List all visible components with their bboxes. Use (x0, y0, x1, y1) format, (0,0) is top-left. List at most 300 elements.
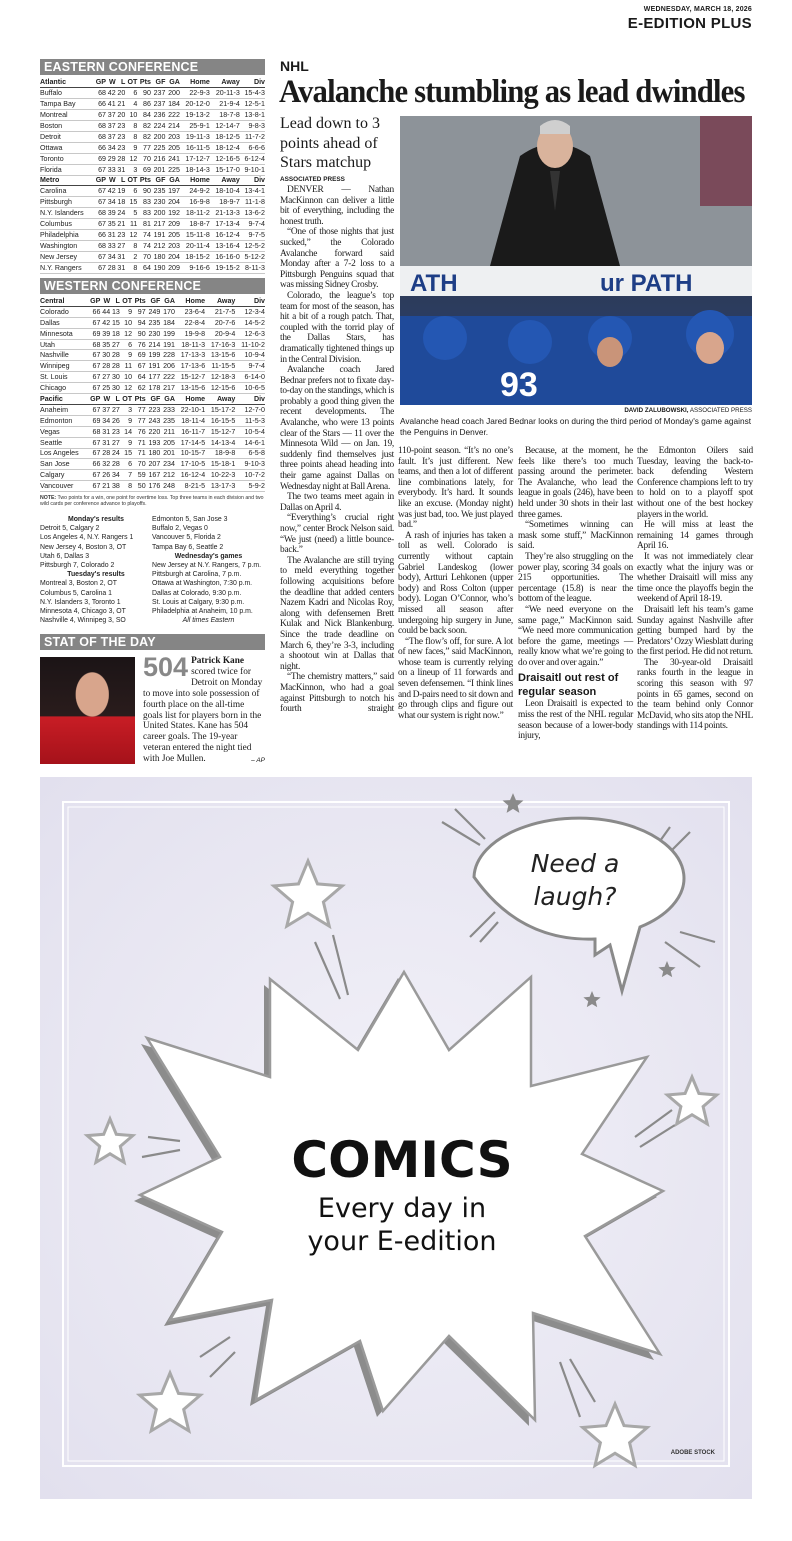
stat-cell: 236 (151, 110, 166, 121)
column-header: Away (210, 77, 240, 88)
stat-cell: 21-7-5 (205, 306, 235, 317)
column-header: GP (88, 296, 101, 307)
team-row (40, 131, 265, 142)
article-subhead: Draisaitl out rest of regular season (518, 672, 619, 699)
stat-cell: 10-5-4 (235, 426, 265, 437)
result-line: N.Y. Islanders 3, Toronto 1 (40, 598, 121, 606)
stat-cell: 2 (125, 251, 137, 262)
stat-cell: 66 (88, 306, 101, 317)
stat-cell: 228 (160, 350, 175, 361)
team-row (40, 306, 265, 317)
standings-note (40, 495, 265, 508)
team-row (40, 317, 265, 328)
star-icon (506, 797, 519, 810)
column-header: GA (160, 394, 175, 405)
stat-cell: 6 (125, 186, 137, 197)
stat-cell: 212 (160, 470, 175, 481)
stat-cell: 5 (125, 208, 137, 219)
result-line: New Jersey 4, Boston 3, OT (40, 543, 127, 551)
stat-cell: 225 (165, 164, 180, 175)
stat-cell: 16-12-4 (210, 229, 240, 240)
stat-cell: 9-16-6 (180, 262, 210, 273)
stat-cell: 67 (88, 470, 101, 481)
article-paragraph: The 30-year-old Draisaitl ranks fourth in the league in scoring this season with 97 points in 65 games, second on the team behind only Connor McDavid, who sits atop the NHL standings with 114 points. (637, 657, 753, 732)
column-header: L (110, 296, 120, 307)
stat-cell: 12-7-0 (235, 404, 265, 415)
stat-cell: 207 (146, 459, 161, 470)
stat-cell: 197 (165, 186, 180, 197)
stat-cell: 12 (120, 383, 132, 394)
result-line: Pittsburgh 7, Colorado 2 (40, 562, 115, 570)
column-header: GP (88, 394, 101, 405)
stat-cell: 24 (117, 209, 126, 218)
team-name: Chicago (40, 383, 88, 394)
stat-cell: 9-8-3 (240, 121, 265, 132)
column-header: GA (160, 296, 175, 307)
stat-cell: 16-9-8 (180, 197, 210, 208)
column-header: Home (180, 77, 210, 88)
team-row (40, 459, 265, 470)
column-header: Div (240, 175, 265, 186)
stat-cell: 8 (125, 121, 137, 132)
stat-cell: 50 (132, 481, 146, 492)
result-line: Philadelphia at Anaheim, 10 p.m. (152, 608, 253, 616)
column-header: GA (165, 77, 180, 88)
stat-cell: 34 (111, 471, 120, 480)
stat-cell: 191 (146, 361, 161, 372)
stat-cell: 33 (107, 165, 116, 174)
stat-cell: 9-7-4 (235, 361, 265, 372)
division-header-row (40, 394, 265, 405)
photo-caption: Avalanche head coach Jared Bednar looks on during the third period of Monday's game against the Penguins in Denver. (400, 416, 752, 437)
stat-cell: 67 (93, 186, 106, 197)
stat-cell: 177 (146, 372, 161, 383)
stat-cell: 14 (120, 426, 132, 437)
result-line: Utah 6, Dallas 3 (40, 552, 90, 560)
stat-cell: 67 (132, 361, 146, 372)
result-line: Columbus 5, Carolina 1 (40, 589, 113, 597)
stat-cell: 223 (146, 404, 161, 415)
team-row (40, 110, 265, 121)
team-name: N.Y. Islanders (40, 208, 93, 219)
stat-cell: 248 (160, 481, 175, 492)
result-line: New Jersey at N.Y. Rangers, 7 p.m. (152, 562, 262, 570)
stat-cell: 20-9-4 (205, 328, 235, 339)
stat-cell: 67 (88, 350, 101, 361)
stat-cell: 30 (111, 384, 120, 393)
column-header: L (116, 77, 126, 88)
article-paragraph: Leon Draisaitl is expected to miss the rest of the NHL regular season because of a lower-body injury, (518, 699, 633, 742)
article-paragraph: They’re also struggling on the power play, scoring 34 goals on 215 opportunities. The percentage (15.8) is near the bottom of the league. (518, 551, 633, 605)
stat-cell: 203 (165, 240, 180, 251)
stat-cell: 199 (160, 328, 175, 339)
stat-cell: 209 (165, 219, 180, 230)
team-name: Nashville (40, 350, 88, 361)
stat-cell: 62 (132, 383, 146, 394)
stat-cell: 13-16-4 (210, 240, 240, 251)
column-header: GF (146, 394, 161, 405)
stat-cell: 14-13-4 (205, 437, 235, 448)
stat-cell: 6 (125, 88, 137, 99)
svg-text:ur PATH: ur PATH (600, 270, 693, 297)
stat-cell: 15-12-7 (175, 372, 205, 383)
article-paragraph: The two teams meet again in Dallas on April 4. (280, 492, 394, 513)
column-header: OT (125, 77, 137, 88)
stat-cell: 21 (117, 100, 126, 109)
stat-cell: 77 (137, 142, 151, 153)
column-header: Pts (137, 175, 151, 186)
stat-cell: 180 (151, 251, 166, 262)
stat-cell: 205 (165, 229, 180, 240)
stat-source: – AP (251, 757, 265, 765)
team-row (40, 240, 265, 251)
stat-cell: 76 (132, 339, 146, 350)
stat-cell: 18-7-8 (210, 110, 240, 121)
coach-bench-illustration (400, 116, 752, 405)
stat-cell: 31 (117, 263, 126, 272)
column-header: GA (165, 175, 180, 186)
article-column-2 (398, 446, 513, 721)
stat-cell: 11-15-5 (205, 361, 235, 372)
stat-cell: 31 (102, 427, 111, 436)
ad-credit: ADOBE STOCK (670, 1450, 715, 1456)
stat-cell: 34 (107, 143, 116, 152)
stat-cell: 28 (102, 362, 111, 371)
stat-cell: 22-10-1 (175, 404, 205, 415)
result-line: Edmonton 5, San Jose 3 (152, 516, 228, 523)
stat-cell: 20-12-0 (180, 99, 210, 110)
stat-cell: 180 (146, 448, 161, 459)
stat-number: 504 (143, 652, 189, 682)
stat-cell: 69 (132, 350, 146, 361)
column-header: Div (240, 77, 265, 88)
result-line: Minnesota 4, Chicago 3, OT (40, 608, 126, 616)
team-row (40, 470, 265, 481)
stat-cell: 201 (160, 448, 175, 459)
stat-cell: 39 (102, 329, 111, 338)
stat-cell: 3 (120, 404, 132, 415)
stat-cell: 6 (120, 339, 132, 350)
column-header: Atlantic (40, 77, 93, 88)
stat-cell: 13-15-6 (175, 383, 205, 394)
stat-cell: 15-12-7 (205, 426, 235, 437)
stat-cell: 12-5-1 (240, 99, 265, 110)
stat-cell: 37 (107, 122, 116, 130)
team-row (40, 383, 265, 394)
note-label: NOTE: (40, 495, 57, 502)
stat-cell: 67 (88, 437, 101, 448)
stat-cell: 19-13-2 (180, 110, 210, 121)
stat-cell: 28 (102, 449, 111, 458)
stat-cell: 178 (146, 383, 161, 394)
stat-cell: 217 (151, 219, 166, 230)
stat-cell: 200 (151, 208, 166, 219)
deck: Lead down to 3 points ahead of Stars matchup (280, 115, 380, 171)
stat-cell: 9 (120, 306, 132, 317)
result-line: All times Eastern (182, 617, 235, 625)
stat-cell: 37 (107, 111, 116, 120)
stat-cell: 16-16-0 (210, 251, 240, 262)
stat-cell: 23 (117, 230, 126, 239)
stat-cell: 12 (125, 153, 137, 164)
stat-cell: 22-9-3 (180, 88, 210, 99)
stat-cell: 224 (151, 121, 166, 132)
stat-cell: 86 (137, 99, 151, 110)
stat-cell: 68 (88, 339, 101, 350)
stat-cell: 5-12-2 (240, 251, 265, 262)
stat-cell: 83 (137, 208, 151, 219)
stat-cell: 64 (137, 262, 151, 273)
stat-cell: 82 (137, 121, 151, 132)
stat-cell: 17-16-3 (205, 339, 235, 350)
stat-cell: 3 (125, 164, 137, 175)
stat-cell: 204 (165, 197, 180, 208)
team-name: Ottawa (40, 142, 93, 153)
stat-cell: 21-9-4 (210, 99, 240, 110)
stat-cell: 6-14-0 (235, 372, 265, 383)
team-row (40, 121, 265, 132)
stat-cell: 69 (88, 415, 101, 426)
stat-player: Patrick Kane (191, 656, 244, 666)
stat-cell: 30 (111, 373, 120, 382)
stat-cell: 243 (146, 415, 161, 426)
stat-cell: 83 (137, 197, 151, 208)
stat-cell: 27 (111, 340, 120, 349)
stat-cell: 67 (93, 110, 106, 121)
svg-text:ATH: ATH (410, 270, 458, 297)
stat-of-day-header: STAT OF THE DAY (40, 634, 265, 650)
column-header: Home (180, 175, 210, 186)
stat-cell: 90 (132, 328, 146, 339)
stat-cell: 13-17-3 (205, 481, 235, 492)
stat-cell: 20 (117, 111, 126, 120)
stat-cell: 217 (160, 383, 175, 394)
team-name: Pittsburgh (40, 197, 93, 208)
stat-cell: 6-6-6 (240, 142, 265, 153)
stat-cell: 18 (111, 329, 120, 338)
column-header: OT (120, 394, 132, 405)
stat-cell: 64 (132, 372, 146, 383)
stat-cell: 20-11-4 (180, 240, 210, 251)
comics-ad[interactable] (40, 777, 752, 1499)
stat-cell: 67 (88, 317, 101, 328)
stat-cell: 27 (111, 405, 120, 414)
stat-cell: 26 (102, 471, 111, 480)
stat-cell: 71 (132, 437, 146, 448)
stat-cell: 8-11-3 (240, 262, 265, 273)
stat-cell: 222 (165, 110, 180, 121)
stat-cell: 90 (137, 186, 151, 197)
stat-cell: 31 (117, 165, 126, 174)
article-paragraph: “Sometimes winning can mask some stuff,” MacKinnon said. (518, 520, 633, 552)
stat-cell: 26 (111, 416, 120, 425)
article-paragraph: 110-point season. “It’s no one’s fault. It’s just different. New teams, and then a lot of different line combinations lately, for everybody. It’s hard. It sounds like an excuse. (Monday night) was just bad, too. We just played bad.” (398, 446, 513, 531)
bubble-line-2: laugh? (533, 882, 617, 911)
stat-cell: 28 (107, 263, 116, 272)
stat-cell: 12-14-7 (210, 121, 240, 132)
stat-cell: 203 (165, 131, 180, 142)
stat-cell: 28 (111, 460, 120, 469)
team-row (40, 219, 265, 230)
team-name: St. Louis (40, 372, 88, 383)
team-name: Philadelphia (40, 229, 93, 240)
star-icon (667, 1077, 716, 1124)
bubble-line-1: Need a (530, 849, 620, 878)
team-row (40, 328, 265, 339)
column-header: GP (93, 175, 106, 186)
stat-cell: 33 (107, 241, 116, 250)
photo-credit: DAVID ZALUBOWSKI, ASSOCIATED PRESS (624, 407, 752, 414)
star-icon (87, 1119, 133, 1162)
stat-cell: 18-11-2 (180, 208, 210, 219)
stat-cell: 15-4-3 (240, 88, 265, 99)
team-row (40, 229, 265, 240)
stat-cell: 20-11-3 (210, 88, 240, 99)
stat-cell: 68 (93, 208, 106, 219)
team-row (40, 142, 265, 153)
column-header: W (100, 296, 110, 307)
team-row (40, 262, 265, 273)
stat-cell: 19-15-2 (210, 262, 240, 273)
stat-cell: 82 (137, 131, 151, 142)
stat-cell: 18-10-4 (210, 186, 240, 197)
stat-cell: 31 (117, 252, 126, 261)
stat-cell: 9 (125, 142, 137, 153)
result-line: Montreal 3, Boston 2, OT (40, 580, 117, 588)
stat-cell: 35 (107, 220, 116, 229)
stat-cell: 230 (151, 197, 166, 208)
stat-cell: 24 (111, 449, 120, 458)
result-line: Tampa Bay 6, Seattle 2 (152, 543, 224, 551)
stat-cell: 13 (111, 307, 120, 316)
stat-cell: 190 (151, 262, 166, 273)
article-paragraph: Because, at the moment, he feels like there’s too much passing around the perimeter. The Avalanche, who lead the league in goals (246), have been held under 30 shots in their last three games. (518, 446, 633, 520)
stat-cell: 23 (111, 427, 120, 436)
standings-table (40, 296, 265, 493)
stat-cell: 11 (125, 219, 137, 230)
team-row (40, 164, 265, 175)
column-header: GP (93, 77, 106, 88)
note-text: Two points for a win, one point for overtime loss. Top three teams in each division and two wild cards per conference advance to playoffs. (40, 495, 264, 508)
stat-cell: 8 (125, 240, 137, 251)
team-row (40, 339, 265, 350)
stat-cell: 205 (160, 437, 175, 448)
stat-cell: 225 (151, 142, 166, 153)
column-header: Div (235, 394, 265, 405)
stat-cell: 68 (93, 121, 106, 132)
stat-cell: 12-16-5 (210, 153, 240, 164)
stat-cell: 15-17-0 (210, 164, 240, 175)
stat-cell: 39 (107, 209, 116, 218)
stat-cell: 192 (165, 208, 180, 219)
result-line: Pittsburgh at Carolina, 7 p.m. (152, 571, 242, 579)
stat-cell: 68 (93, 88, 106, 99)
result-line: St. Louis at Calgary, 9:30 p.m. (152, 598, 245, 606)
stat-cell: 23 (117, 122, 126, 130)
stat-cell: 204 (165, 251, 180, 262)
stat-text (143, 652, 265, 767)
column-header: Home (175, 296, 205, 307)
team-name: Calgary (40, 470, 88, 481)
stat-cell: 22-8-4 (175, 317, 205, 328)
column-header: Pacific (40, 394, 88, 405)
headline: Avalanche stumbling as lead dwindles (279, 74, 745, 110)
stat-cell: 23 (117, 143, 126, 152)
stat-cell: 42 (107, 89, 116, 98)
stat-cell: 15 (120, 448, 132, 459)
ad-line-1: Every day in (317, 1193, 487, 1224)
stat-cell: 193 (146, 437, 161, 448)
stat-cell: 18-12-5 (210, 131, 240, 142)
stat-cell: 14-6-1 (235, 437, 265, 448)
stat-cell: 16-11-7 (175, 426, 205, 437)
stat-cell: 66 (88, 459, 101, 470)
stat-cell: 37 (102, 405, 111, 414)
ad-line-2: your E-edition (307, 1226, 497, 1257)
team-name: Buffalo (40, 88, 93, 99)
stat-cell: 18-8-7 (180, 219, 210, 230)
stat-cell: 34 (107, 198, 116, 207)
column-header: L (110, 394, 120, 405)
stat-cell: 18-9-7 (210, 197, 240, 208)
stat-cell: 15-17-2 (205, 404, 235, 415)
stat-cell: 17-14-5 (175, 437, 205, 448)
stat-cell: 67 (88, 383, 101, 394)
stat-cell: 20 (117, 89, 126, 98)
result-line: Los Angeles 4, N.Y. Rangers 1 (40, 534, 134, 542)
stat-cell: 29 (107, 154, 116, 163)
stat-cell: 220 (146, 426, 161, 437)
team-row (40, 372, 265, 383)
patrick-kane-photo (40, 657, 135, 764)
article-paragraph: Draisaitl left his team’s game Sunday against Nashville after getting bumped hard by the Predators’ Ozzy Wiesblatt during the first period. He did not return. (637, 604, 753, 658)
stat-cell: 15 (125, 197, 137, 208)
stat-cell: 6-5-8 (235, 448, 265, 459)
column-header: Central (40, 296, 88, 307)
stat-cell: 28 (117, 154, 126, 163)
column-header: W (106, 175, 116, 186)
stat-cell: 211 (160, 426, 175, 437)
byline: ASSOCIATED PRESS (280, 176, 345, 183)
article-paragraph: It was not immediately clear exactly what the injury was or whether Draisaitl will miss any time once the playoffs begin the weekend of April 18-19. (637, 551, 753, 605)
team-row (40, 404, 265, 415)
stat-cell: 222 (160, 372, 175, 383)
stat-cell: 68 (93, 131, 106, 142)
stat-cell: 11-7-2 (240, 131, 265, 142)
team-name: Utah (40, 339, 88, 350)
scores-panel (40, 515, 265, 625)
division-header-row (40, 77, 265, 88)
stat-cell: 25-9-1 (180, 121, 210, 132)
stat-cell: 21 (117, 220, 126, 229)
stat-cell: 35 (102, 340, 111, 349)
team-name: Montreal (40, 110, 93, 121)
stat-cell: 30 (102, 351, 111, 360)
stat-cell: 12 (120, 328, 132, 339)
stat-cell: 17-13-4 (210, 219, 240, 230)
stat-cell: 66 (93, 99, 106, 110)
stat-cell: 37 (107, 132, 116, 141)
column-header: OT (120, 296, 132, 307)
stat-cell: 191 (160, 339, 175, 350)
stat-cell: 11 (120, 361, 132, 372)
column-header: Away (210, 175, 240, 186)
stat-cell: 12-18-3 (205, 372, 235, 383)
stat-cell: 27 (117, 241, 126, 250)
team-row (40, 88, 265, 99)
comics-title: COMICS (291, 1131, 513, 1189)
stat-cell: 17-12-7 (180, 153, 210, 164)
